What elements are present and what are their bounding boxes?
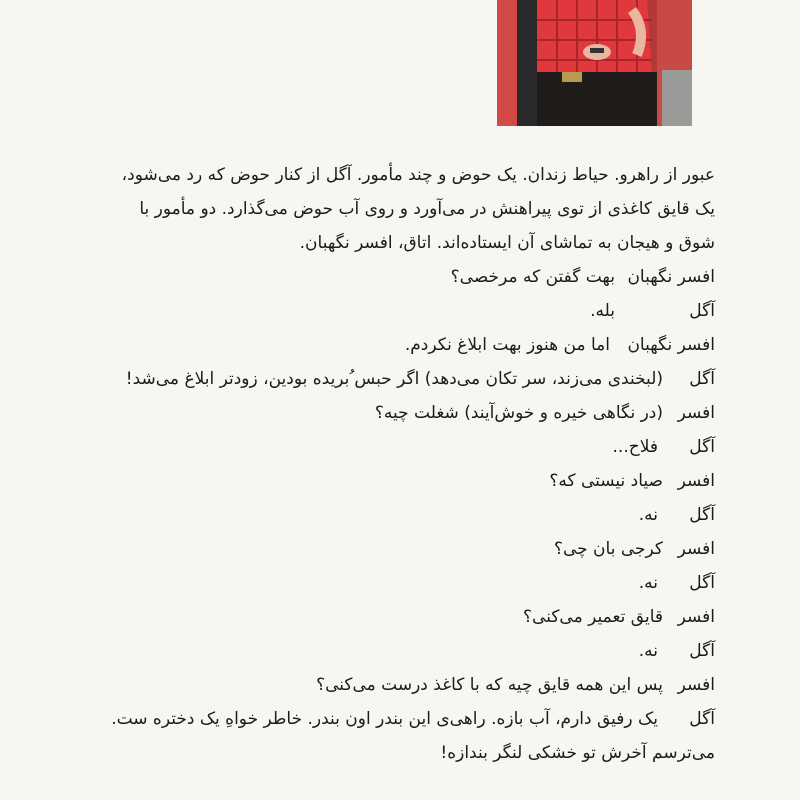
dialogue-line bbox=[60, 566, 715, 600]
dialogue-line bbox=[60, 668, 715, 702]
speaker: آگل bbox=[689, 505, 715, 525]
line-text: یک رفیق دارم، آب بازه. راهی‌ی این بندر اون بندر. خاطر خواهِ یک دختره ست. bbox=[111, 709, 658, 729]
speaker: آگل bbox=[689, 301, 715, 321]
dialogue-line bbox=[60, 260, 715, 294]
line-text: نه. bbox=[638, 505, 658, 525]
script-text bbox=[60, 158, 715, 770]
dialogue-line bbox=[60, 498, 715, 532]
speaker: افسر نگهبان bbox=[627, 335, 715, 355]
speaker: آگل bbox=[689, 641, 715, 661]
line-text: اما من هنوز بهت ابلاغ نکردم. bbox=[404, 335, 610, 355]
line-text: قایق تعمیر می‌کنی؟ bbox=[523, 607, 663, 627]
dialogue-line bbox=[60, 464, 715, 498]
line-text: (در نگاهی خیره و خوش‌آیند) شغلت چیه؟ bbox=[374, 403, 663, 423]
line-text: صیاد نیستی که؟ bbox=[549, 471, 663, 491]
intro-line-3: شوق و هیجان به تماشای آن ایستاده‌اند. اتاق، افسر نگهبان. bbox=[299, 233, 715, 253]
speaker: آگل bbox=[689, 573, 715, 593]
dialogue-line bbox=[60, 396, 715, 430]
line-text: بهت گفتن که مرخصی؟ bbox=[450, 267, 615, 287]
speaker: آگل bbox=[689, 709, 715, 729]
line-text: نه. bbox=[638, 573, 658, 593]
speaker: آگل bbox=[689, 369, 715, 389]
dialogue-line bbox=[60, 430, 715, 464]
line-text: بله. bbox=[590, 301, 615, 321]
line-text: فلاح... bbox=[612, 437, 658, 457]
dialogue-continuation bbox=[60, 736, 715, 770]
line-text: کرجی بان چی؟ bbox=[553, 539, 663, 559]
stage-direction bbox=[60, 158, 715, 260]
dialogue-line bbox=[60, 600, 715, 634]
speaker: افسر نگهبان bbox=[627, 267, 715, 287]
speaker: افسر bbox=[677, 403, 715, 423]
speaker: آگل bbox=[689, 437, 715, 457]
dialogue-line bbox=[60, 634, 715, 668]
line-text: پس این همه قایق چیه که با کاغذ درست می‌کنی؟ bbox=[316, 675, 663, 695]
intro-line-1: عبور از راهرو. حیاط زندان. یک حوض و چند مأمور. آگل از کنار حوض که رد می‌شود، bbox=[121, 165, 715, 185]
dialogue-line bbox=[60, 702, 715, 736]
line-text: نه. bbox=[638, 641, 658, 661]
speaker: افسر bbox=[677, 607, 715, 627]
intro-line-2: یک قایق کاغذی از توی پیراهنش در می‌آورد و روی آب حوض می‌گذارد. دو مأمور با bbox=[139, 199, 715, 219]
photo-illustration bbox=[497, 0, 692, 126]
line-text-continued: می‌ترسم آخرش تو خشکی لنگر بندازه! bbox=[440, 743, 715, 763]
dialogue-line bbox=[60, 294, 715, 328]
line-text: (لبخندی می‌زند، سر تکان می‌دهد) اگر حبس ُبریده بودین، زودتر ابلاغ می‌شد! bbox=[125, 369, 663, 389]
dialogue-line bbox=[60, 362, 715, 396]
speaker: افسر bbox=[677, 675, 715, 695]
speaker: افسر bbox=[677, 539, 715, 559]
photo bbox=[497, 0, 692, 126]
dialogue-line bbox=[60, 328, 715, 362]
speaker: افسر bbox=[677, 471, 715, 491]
dialogue-line bbox=[60, 532, 715, 566]
